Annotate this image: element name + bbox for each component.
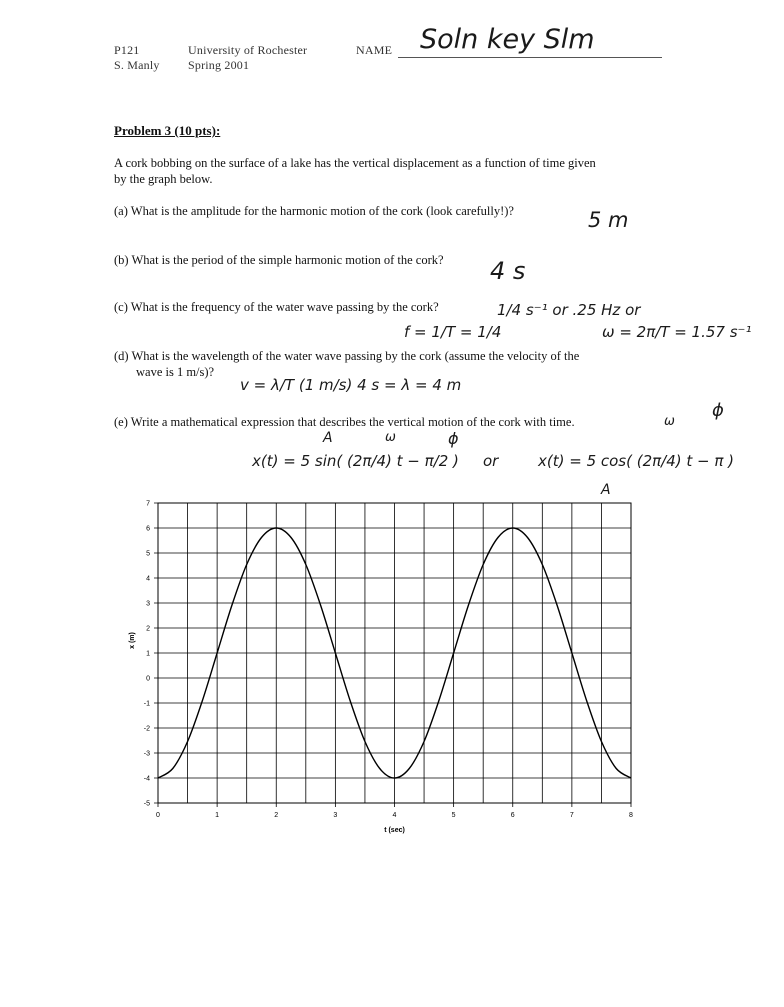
x-tick-label: 8 — [629, 812, 633, 819]
y-tick-label: -4 — [143, 775, 150, 783]
x-tick-label: 4 — [392, 812, 397, 819]
y-tick-label: 4 — [146, 575, 150, 583]
course-code: P121 — [114, 43, 140, 57]
anno-amplitude: A — [323, 430, 333, 446]
y-tick-label: 1 — [146, 650, 150, 658]
question-d-line2: wave is 1 m/s)? — [136, 365, 215, 379]
y-tick-label: 0 — [146, 675, 150, 683]
x-tick-label: 7 — [569, 812, 574, 819]
y-tick-label: -1 — [143, 700, 150, 708]
answer-e-sin: x(t) = 5 sin( (2π/4) t − π/2 ) — [252, 452, 459, 470]
answer-e-or: or — [483, 452, 499, 470]
x-tick-labels — [156, 812, 633, 819]
x-axis-label: t (sec) — [384, 827, 405, 834]
question-a: (a) What is the amplitude for the harmonic motion of the cork (look carefully!)? — [114, 204, 514, 218]
y-tick-label: 2 — [146, 625, 150, 633]
anno-omega: ω — [385, 430, 396, 445]
term: Spring 2001 — [188, 58, 250, 72]
y-tick-labels — [144, 501, 150, 808]
answer-e-cos: x(t) = 5 cos( (2π/4) t − π ) — [538, 452, 735, 470]
anno-phi-2: ϕ — [712, 400, 724, 421]
y-tick-label: -5 — [143, 800, 150, 808]
graph-grid — [154, 503, 631, 807]
name-label: NAME — [356, 43, 393, 57]
name-handwritten: Soln key Slm — [420, 24, 595, 55]
y-tick-label: -3 — [143, 750, 150, 758]
y-tick-label: 6 — [146, 525, 150, 533]
problem-title: Problem 3 (10 pts): — [114, 123, 221, 138]
answer-c-formula: f = 1/T = 1/4 — [404, 323, 502, 341]
x-tick-label: 0 — [156, 812, 160, 819]
y-tick-label: 7 — [146, 500, 150, 508]
anno-amplitude-2: A — [601, 482, 611, 498]
question-c: (c) What is the frequency of the water wave passing by the cork? — [114, 300, 439, 314]
answer-a: 5 m — [588, 208, 629, 232]
answer-d: v = λ/T (1 m/s) 4 s = λ = 4 m — [240, 376, 462, 394]
y-tick-label: -2 — [143, 725, 150, 733]
answer-c-omega: ω = 2π/T = 1.57 s⁻¹ — [602, 323, 752, 341]
anno-omega-2: ω — [664, 414, 675, 429]
question-e: (e) Write a mathematical expression that describes the vertical motion of the cork with time. — [114, 415, 575, 429]
y-axis-label: x (m) — [129, 632, 136, 649]
question-b: (b) What is the period of the simple harmonic motion of the cork? — [114, 253, 444, 267]
y-tick-label: 5 — [146, 550, 150, 558]
problem-intro-line2: by the graph below. — [114, 172, 213, 186]
university-name: University of Rochester — [188, 43, 308, 57]
anno-phi: ϕ — [448, 429, 459, 448]
answer-b: 4 s — [490, 257, 526, 285]
problem-intro-line1: A cork bobbing on the surface of a lake has the vertical displacement as a function of time given — [114, 156, 596, 170]
x-tick-label: 2 — [274, 812, 279, 819]
question-d-line1: (d) What is the wavelength of the water wave passing by the cork (assume the velocity of the — [114, 349, 580, 363]
x-tick-label: 3 — [333, 812, 338, 819]
x-tick-label: 6 — [510, 812, 515, 819]
answer-c-frequency: 1/4 s⁻¹ or .25 Hz or — [497, 301, 641, 319]
x-tick-label: 5 — [451, 812, 456, 819]
x-tick-label: 1 — [215, 812, 220, 819]
instructor-name: S. Manly — [114, 58, 160, 72]
y-tick-label: 3 — [146, 600, 150, 608]
